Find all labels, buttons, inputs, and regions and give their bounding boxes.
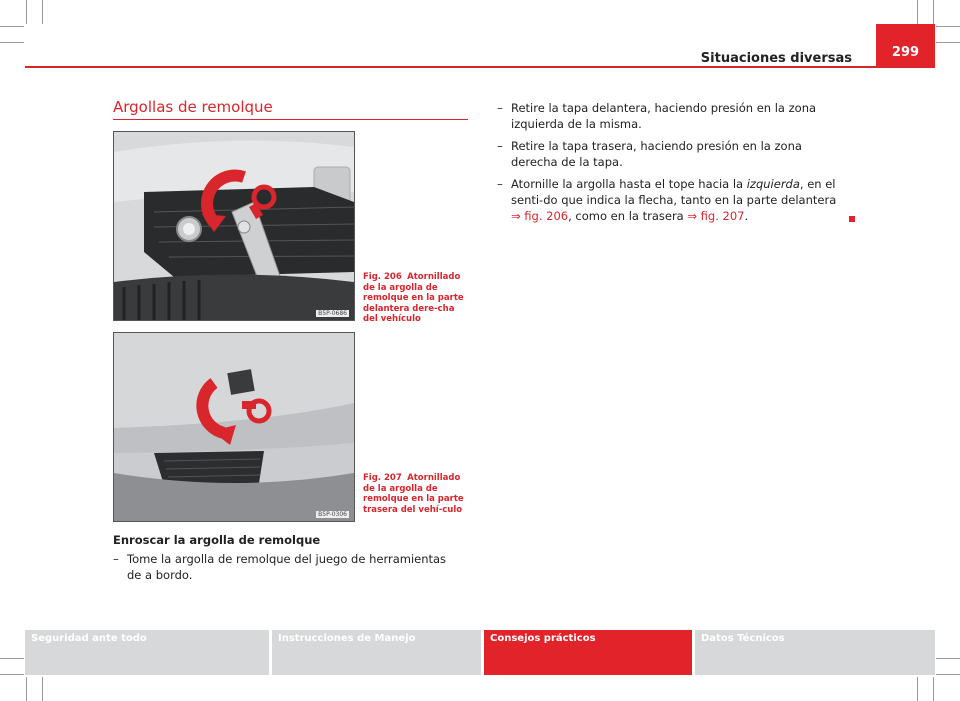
figure-code: B5P-0306 [318, 511, 347, 518]
figure-label: Fig. 206 [363, 272, 402, 282]
section-end-marker [849, 216, 855, 222]
step-text-part: . [744, 209, 749, 223]
crop-mark [42, 677, 43, 701]
figure-code: B5P-0686 [318, 310, 347, 317]
figure-label: Fig. 207 [363, 473, 402, 483]
section-rule [113, 119, 468, 120]
step-text [511, 176, 847, 224]
crop-mark [0, 674, 24, 675]
crop-mark [936, 674, 960, 675]
step-text-emphasis: izquierda [746, 177, 800, 191]
subsection-title: Enroscar la argolla de remolque [113, 533, 321, 547]
step-text-part: , como en la trasera [568, 209, 688, 223]
crop-mark [26, 0, 27, 24]
front-bumper-illustration [114, 132, 354, 320]
page-header-title: Situaciones diversas [700, 51, 852, 66]
rear-bumper-illustration [114, 333, 354, 521]
figure-206-image [113, 131, 355, 321]
crop-mark [42, 0, 43, 24]
crop-mark [0, 658, 24, 659]
page-number: 299 [876, 24, 935, 68]
crop-mark [936, 26, 960, 27]
header-rule [25, 66, 935, 68]
crop-mark [933, 0, 934, 24]
figure-207-image [113, 332, 355, 522]
footer-tab-seguridad[interactable]: Seguridad ante todo [25, 630, 269, 675]
figure-206-link[interactable]: ⇒ fig. 206 [511, 209, 569, 223]
step-text: Tome la argolla de remolque del juego de herramientas de a bordo. [127, 552, 447, 582]
figure-caption-text: Atornillado de la argolla de remolque en la parte delantera dere-cha del vehículo [363, 272, 464, 324]
section-title: Argollas de remolque [113, 98, 273, 116]
crop-mark [0, 26, 24, 27]
figure-caption-text: Atornillado de la argolla de remolque en la parte trasera del vehí-culo [363, 473, 464, 515]
crop-mark [0, 42, 24, 43]
footer-tab-instrucciones[interactable]: Instrucciones de Manejo [272, 630, 481, 675]
step-text: Retire la tapa trasera, haciendo presión en la zona derecha de la tapa. [511, 139, 802, 169]
figure-207-caption [363, 473, 471, 515]
step-text-part: , en el senti-do que indica la flecha, tanto en la parte delantera [511, 177, 837, 207]
crop-mark [917, 677, 918, 701]
figure-206-caption [363, 272, 471, 325]
step-item [497, 100, 847, 132]
step-dash: – [497, 101, 503, 115]
step-dash: – [497, 139, 503, 153]
crop-mark [917, 0, 918, 24]
crop-mark [936, 42, 960, 43]
footer-tab-datos[interactable]: Datos Técnicos [695, 630, 935, 675]
step-item [497, 176, 847, 224]
step-dash: – [497, 177, 503, 191]
step-item [497, 138, 847, 170]
crop-mark [26, 677, 27, 701]
crop-mark [936, 658, 960, 659]
step-text: Retire la tapa delantera, haciendo presión en la zona izquierda de la misma. [511, 101, 817, 131]
figure-207-link[interactable]: ⇒ fig. 207 [687, 209, 745, 223]
step-text-part: Atornille la argolla hasta el tope hacia la [511, 177, 747, 191]
step-dash: – [113, 552, 119, 566]
crop-mark [933, 677, 934, 701]
footer-tab-consejos[interactable]: Consejos prácticos [484, 630, 692, 675]
step-item [113, 551, 453, 583]
